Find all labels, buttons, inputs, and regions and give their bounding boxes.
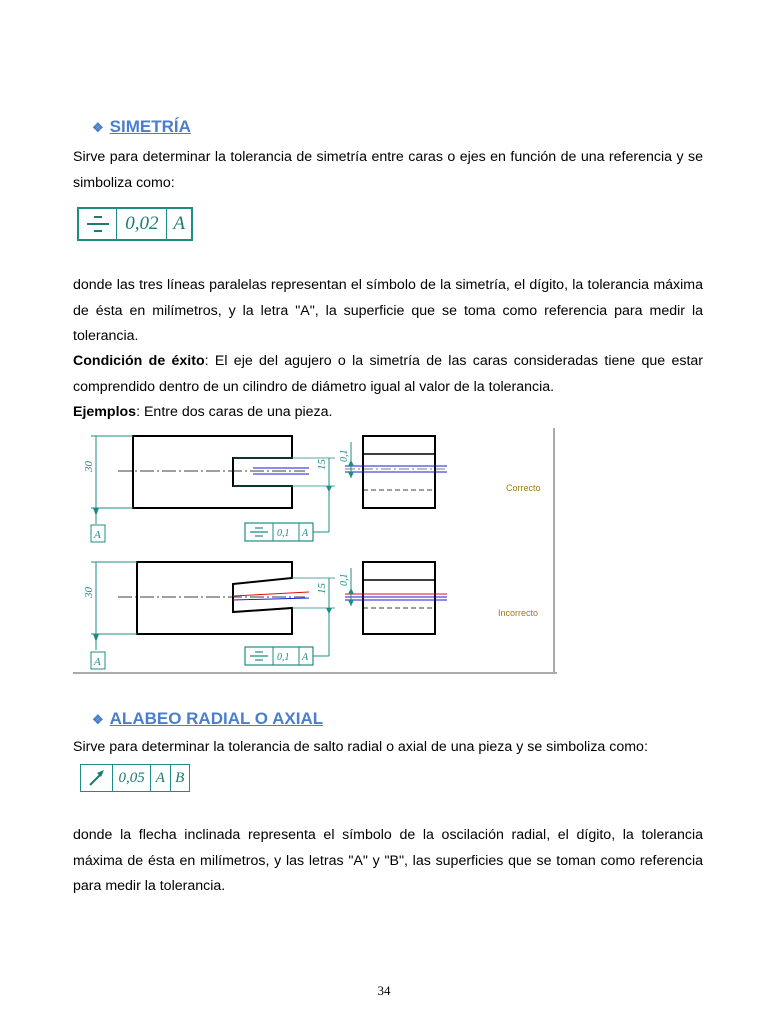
- page-number: 34: [377, 983, 391, 998]
- datum-ref-a: A: [151, 765, 170, 791]
- dim-left-top: 30: [83, 461, 95, 472]
- frame-value-top: 0,1: [277, 528, 290, 539]
- symmetry-example-figure: [73, 428, 557, 678]
- description-paragraph-2: [73, 823, 703, 900]
- intro-text-2: Sirve para determinar la tolerancia de salto radial o axial de una pieza y se simboliza como:: [73, 739, 648, 755]
- tol-dim-top: 0,1: [339, 449, 350, 462]
- symmetry-control-frame: [77, 207, 193, 241]
- description-text: donde las tres líneas paralelas representan el símbolo de la simetría, el dígito, la tolerancia máxima de ésta en milímetros, y la letra "A", la superficie que se toma como referencia para medir la tolerancia.: [73, 277, 703, 344]
- datum-top: A: [94, 529, 101, 541]
- section-heading-alabeo: [92, 709, 323, 729]
- frame-ref-top: A: [302, 528, 309, 539]
- condition-text: : El eje del agujero o la simetría de las caras consideradas tiene que estar comprendido dentro de un cilindro de diámetro igual al valor de la tolerancia.: [73, 353, 703, 395]
- intro-text: Sirve para determinar la tolerancia de simetría entre caras o ejes en función de una referencia y se simboliza como:: [73, 149, 703, 191]
- description-paragraph: [73, 273, 703, 350]
- correct-example: [83, 436, 541, 542]
- description-text-2: donde la flecha inclinada representa el símbolo de la oscilación radial, el dígito, la tolerancia máxima de ésta en milímetros, y las letras "A" y "B", las superficies que se toman como referencia para medir la tolerancia.: [73, 827, 703, 894]
- diamond-bullet-icon: ❖: [92, 712, 104, 727]
- condition-label: Condición de éxito: [73, 353, 205, 369]
- dim-mid-bottom: 15: [316, 583, 328, 594]
- correct-label: Correcto: [506, 483, 541, 493]
- datum-bottom: A: [94, 656, 101, 668]
- runout-control-frame: [80, 764, 190, 792]
- dim-mid-top: 15: [316, 459, 328, 470]
- frame-value-bottom: 0,1: [277, 652, 290, 663]
- dim-left-bottom: 30: [83, 587, 95, 598]
- examples-text: : Entre dos caras de una pieza.: [136, 404, 333, 420]
- runout-value: 0,05: [113, 765, 151, 791]
- section-title: SIMETRÍA: [109, 117, 191, 136]
- frame-ref-bottom: A: [302, 652, 309, 663]
- tol-dim-bottom: 0,1: [339, 573, 350, 586]
- runout-arrow-icon: [81, 765, 113, 791]
- intro-paragraph-2: [73, 735, 703, 761]
- examples-paragraph: [73, 400, 703, 426]
- diamond-bullet-icon: ❖: [92, 120, 104, 135]
- section-title: ALABEO RADIAL O AXIAL: [109, 709, 324, 728]
- incorrect-example: [83, 562, 538, 669]
- datum-ref: A: [173, 213, 186, 234]
- incorrect-label: Incorrecto: [498, 608, 539, 618]
- tolerance-value: 0,02: [117, 209, 167, 239]
- condition-paragraph: [73, 349, 703, 400]
- intro-paragraph: [73, 145, 703, 196]
- datum-ref-b: B: [175, 769, 185, 786]
- symmetry-icon: [79, 209, 117, 239]
- section-heading-simetria: [92, 117, 191, 137]
- examples-label: Ejemplos: [73, 404, 137, 420]
